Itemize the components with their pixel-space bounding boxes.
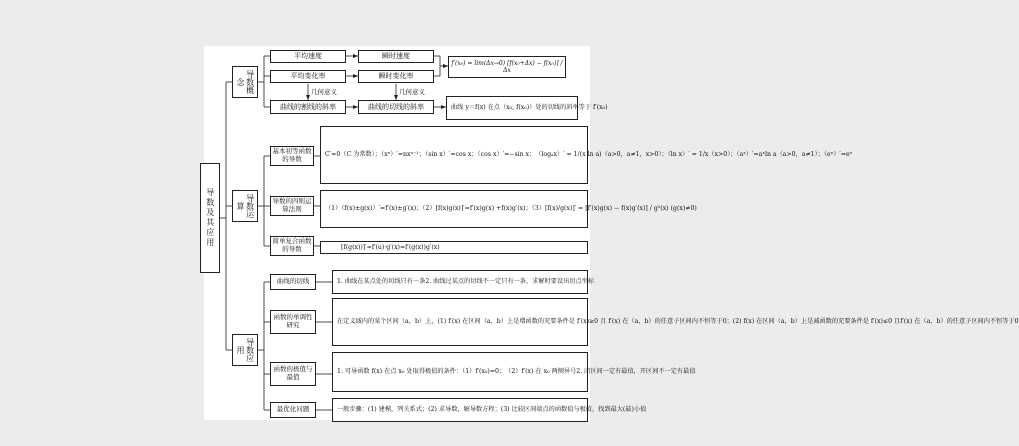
derivative-definition-box: f′(x₀) = lim(Δx→0) [f(x₀+Δx) − f(x₀)] / Δx <box>448 56 566 78</box>
optimization-box <box>332 398 647 422</box>
extremum-box <box>332 352 696 392</box>
section-concept: 导数概念 <box>232 66 258 98</box>
basic-line-3: aˣln a（a>0，a≠1）；（eˣ）′=eˣ <box>758 150 853 158</box>
composite-formula: [f(g(x))]′=f′(u)·g′(x)=f′(g(x))g′(x) <box>341 243 440 251</box>
rules-line-1: （1）（f(x)±g(x)）′=f′(x)±g′(x)；（2）[f(x)g(x)]′=f′(x)g(x) + <box>325 204 502 212</box>
tangent-line-1: 1. 曲线在某点处的切线只有一条 <box>337 278 426 286</box>
tangent-line-box <box>332 270 595 294</box>
basic-derivatives-box <box>320 126 853 184</box>
geom-meaning-label-2: 几何意义 <box>399 88 425 96</box>
composite-label: 简单复合函数的导数 <box>270 236 314 256</box>
monotonic-line-3: 0；(2) f(x) 在区间（a，b）上是减函数的充要条件是 f′(x)≤0 且 <box>722 318 901 326</box>
tangent-note-line-2: 切线的斜率等于 f′(x₀) <box>547 104 608 112</box>
basic-derivatives-label: 基本初等函数的导数 <box>270 146 314 166</box>
basic-line-1: C′=0（C 为常数）；（xⁿ）′=nxⁿ⁻¹；（sin x）′=cos x；（cos x）′=−sin x； <box>325 150 536 158</box>
monotonic-line-4: f′(x) 在（a，b）的任意子区间内不恒等于0 <box>900 318 1019 326</box>
optimization-label: 最优化问题 <box>270 402 316 418</box>
composite-formula-box <box>320 241 588 254</box>
tangent-line-2: 2. 曲线过某点的切线不一定只有一条，求解时要设出切点坐标 <box>425 278 595 286</box>
monotonic-line-1: 在定义域内的某个区间（a，b）上，(1) f′(x) 在区间（a，b）上是增函数 <box>337 318 538 326</box>
section-operations: 导数运算 <box>232 190 258 222</box>
extremum-line-1: 1. 可导函数 f(x) 在点 x₀ 处取得极值的条件：（1）f′(x₀)=0； <box>337 368 506 376</box>
arithmetic-rules-label: 导数的四则运算法则 <box>270 196 314 216</box>
monotonic-label: 函数的单调性研究 <box>270 310 316 334</box>
extremum-line-3: 2. 闭区间一定有最值，开区间不一定有最值 <box>576 368 696 376</box>
section-applications: 导数应用 <box>232 334 258 366</box>
tangent-note-line-1: 曲线 y＝f(x) 在点（x₀, f(x₀)）处的 <box>451 104 548 112</box>
monotonic-line-2: 的充要条件是 f′(x)≥0 且 f′(x) 在（a，b）的任意子区间内不恒等于 <box>537 318 723 326</box>
extremum-line-2: （2）f′(x) 在 x₀ 两侧异号 <box>505 368 577 376</box>
tangent-slope-box: 曲线的切线的斜率 <box>358 100 434 114</box>
optimization-line-1: 一般步骤：(1) 建模，列关系式；(2) 求导数，解导数方程；(3) 比较区 <box>337 406 531 414</box>
geom-meaning-label-1: 几何意义 <box>311 88 337 96</box>
tangent-line-label: 曲线的切线 <box>270 274 316 290</box>
tangent-note-box <box>446 96 608 120</box>
basic-line-2: （logₐx）′ = 1/(x ln a)（a>0，a≠1，x>0）；（ln x）′ = 1/x（x>0）；（aˣ）′= <box>535 150 759 158</box>
root-node: 导数及其应用 <box>200 163 220 273</box>
optimization-line-2: 间端点的函数值与极值，找到最大(最)小值 <box>530 406 647 414</box>
avg-speed-box: 平均速度 <box>270 50 346 63</box>
avg-rate-box: 平均变化率 <box>270 70 346 83</box>
monotonic-box <box>332 298 1019 346</box>
arithmetic-rules-box <box>320 190 697 228</box>
extremum-label: 函数的极值与最值 <box>270 362 316 386</box>
inst-speed-box: 瞬时速度 <box>358 50 434 63</box>
rules-line-2: f(x)g′(x)；（3）[f(x)/g(x)]′ = [f′(x)g(x) − f(x)g′(x)] / g²(x) (g(x)≠0) <box>501 204 697 212</box>
inst-rate-box: 瞬时变化率 <box>358 70 434 83</box>
secant-slope-box: 曲线的割线的斜率 <box>270 100 346 114</box>
